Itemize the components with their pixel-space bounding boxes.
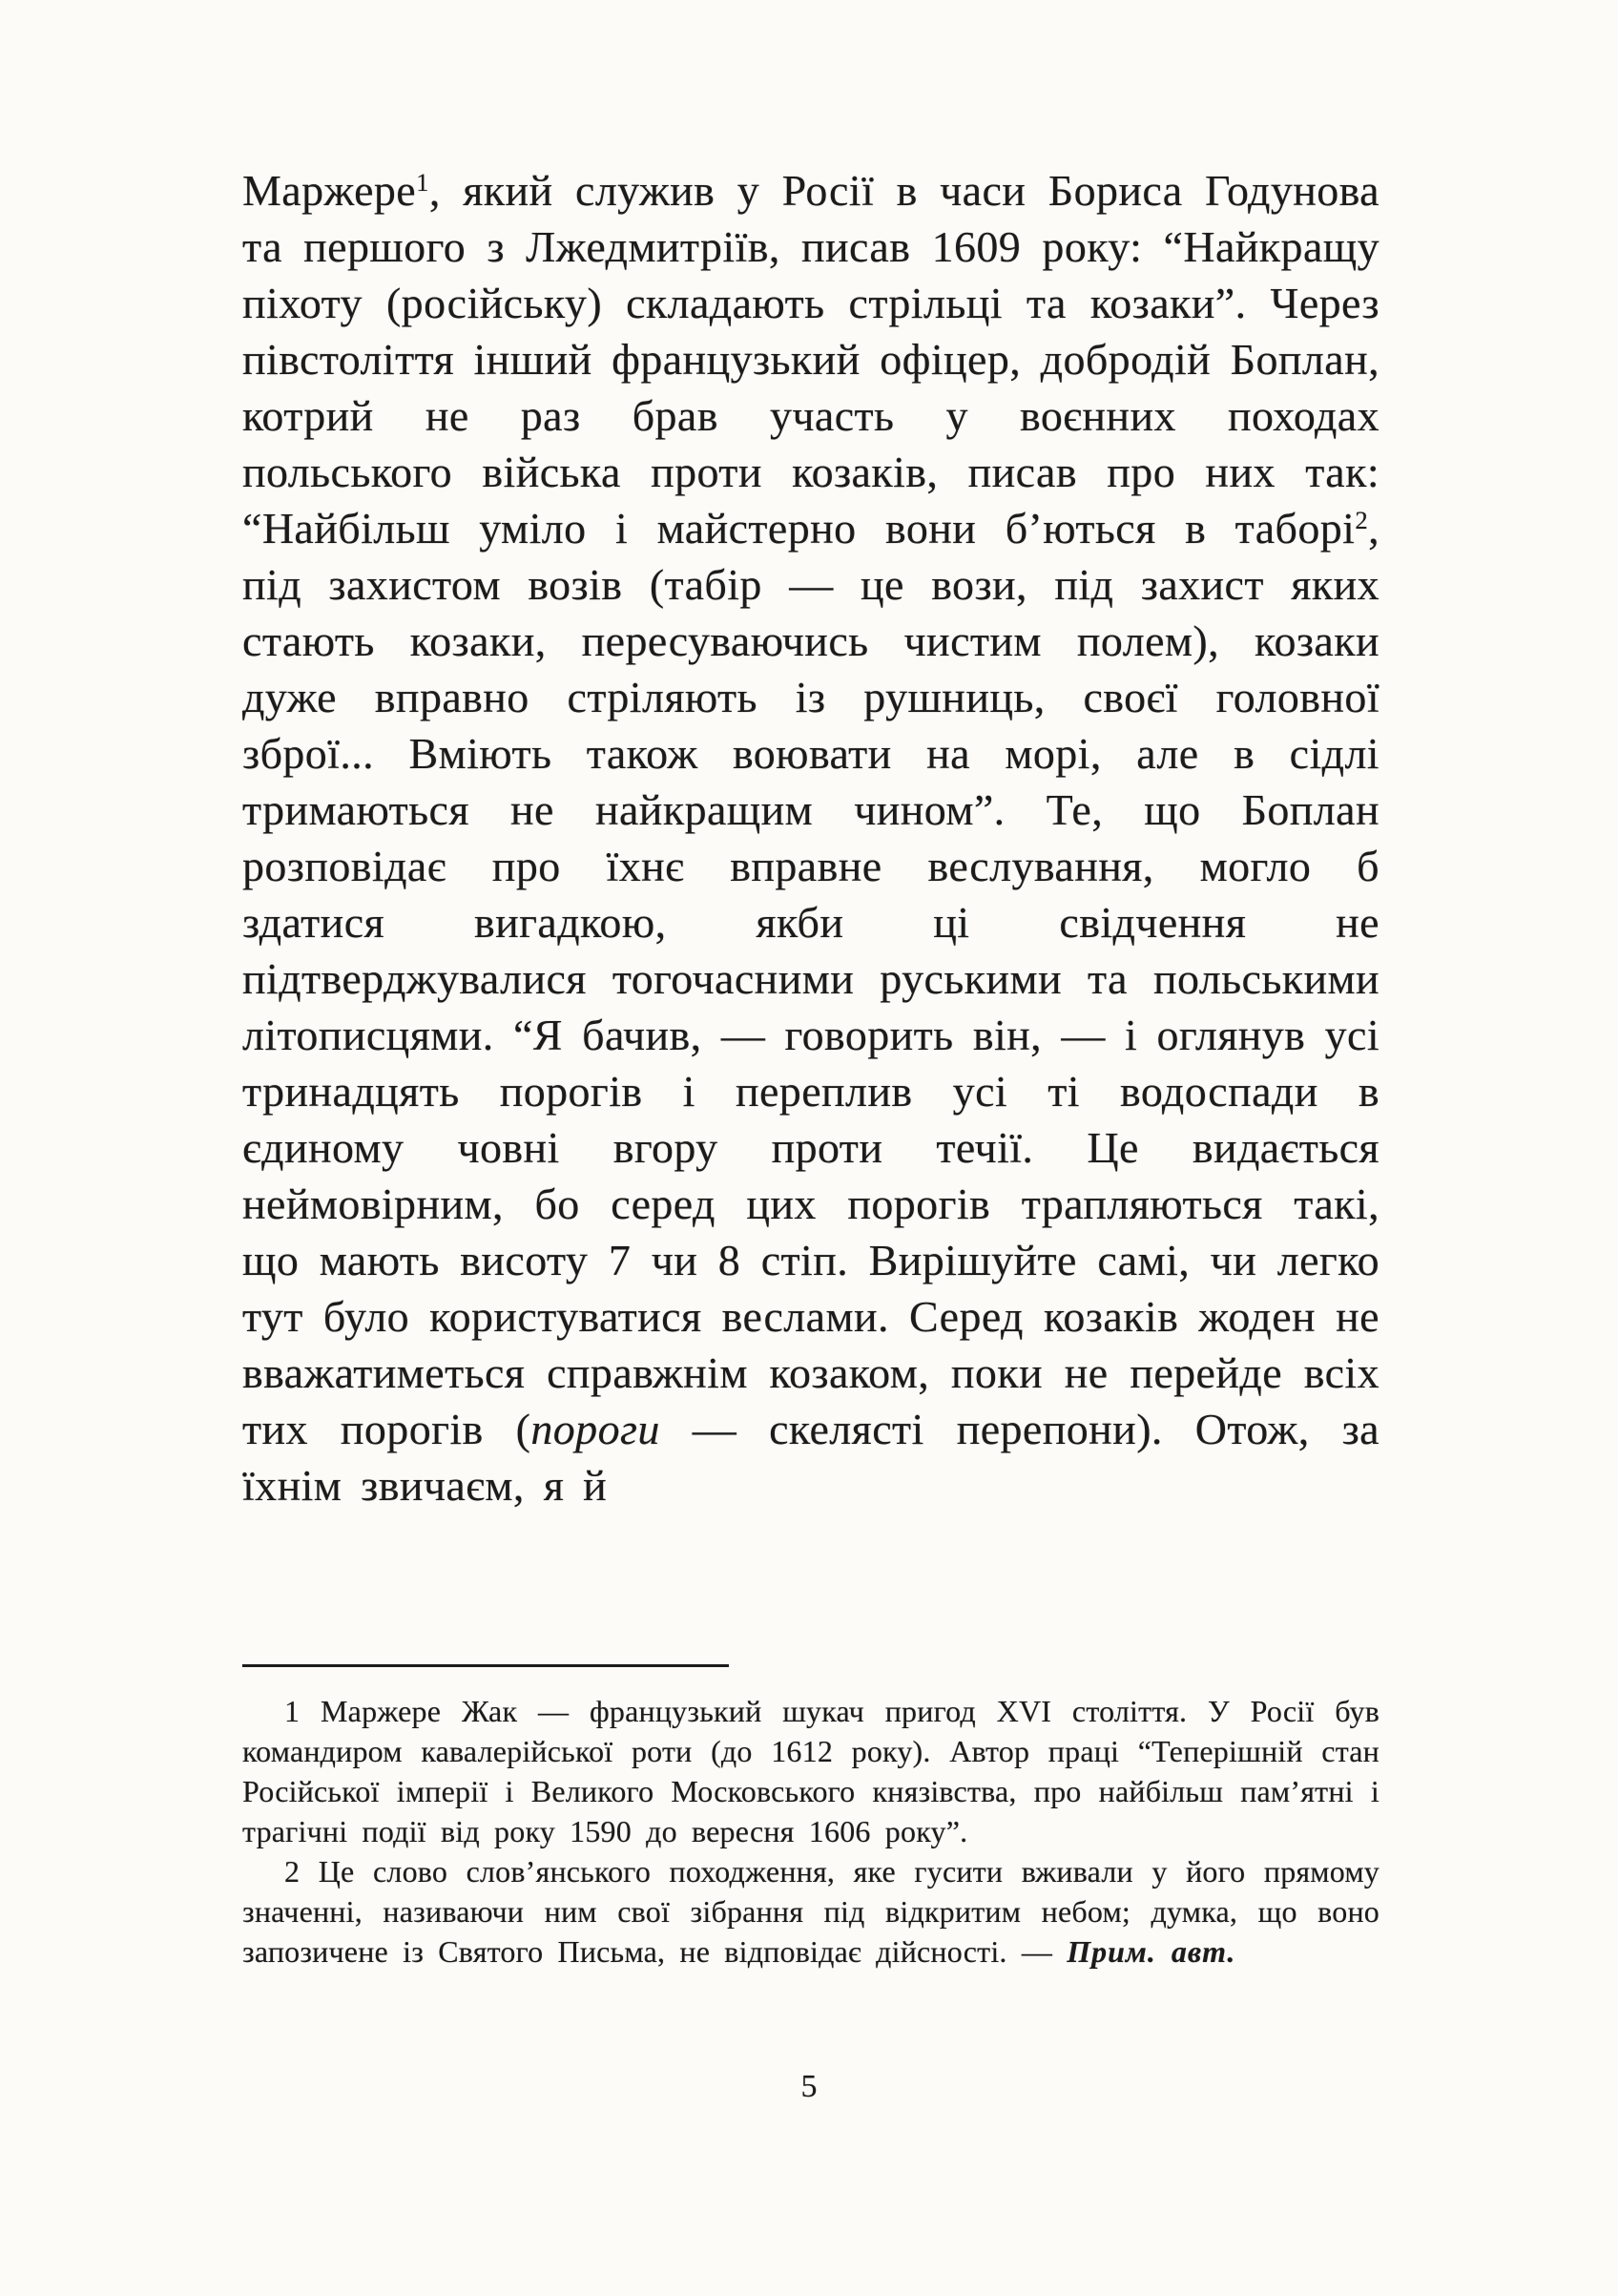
body-text-segment: — скелясті перепони). Отож, за їхнім звичаєм, я й: [242, 1405, 1379, 1510]
footnote-2-author-note: Прим. авт.: [1067, 1934, 1236, 1969]
footnote-1-marker: 1: [284, 1694, 301, 1728]
footnote-2-text: Це слово слов’янського походження, яке гусити вживали у його прямому значенні, називаючи ним свої зібрання під відкритим небом; думка, що воно запозичене із Святого Письма, не відповідає дійсності. —: [242, 1854, 1379, 1969]
body-text-segment: , під захистом возів (табір — це вози, під захист яких стають козаки, пересуваючись чистим полем), козаки дуже вправно стріляють із рушниць, своєї головної зброї... Вміють також воювати на морі, але в сідлі тримаються не найкращим чином”. Те, що Боплан розповідає про їхнє вправне веслування, могло б здатися вигадкою, якби ці свідчення не підтверджувалися тогочасними руськими та польськими літописцями. “Я бачив, — говорить він, — і оглянув усі тринадцять порогів і переплив усі ті водоспади в єдиному човні вгору проти течії. Це видається неймовірним, бо серед цих порогів трапляються такі, що мають висоту 7 чи 8 стіп. Вирішуйте самі, чи легко тут було користуватися веслами. Серед козаків жоден не вважатиметься справжнім козаком, поки не перейде всіх тих порогів (: [242, 504, 1379, 1453]
body-text-segment: Маржере: [242, 166, 417, 215]
body-text-italic-term: пороги: [530, 1405, 660, 1453]
footnotes-block: [242, 1691, 1379, 1972]
page-number: 5: [800, 2069, 818, 2104]
footnote-ref-2: 2: [1355, 506, 1369, 535]
footnote-separator-rule: [242, 1664, 729, 1667]
footnote-ref-1: 1: [416, 168, 429, 198]
footnote-1-text: Маржере Жак — французький шукач пригод XVI століття. У Росії був командиром кавалерійської роти (до 1612 року). Автор праці “Теперішній стан Російської імперії і Великого Московського князівства, про найбільш пам’ятні і трагічні події від року 1590 до вересня 1606 року”.: [242, 1694, 1379, 1848]
footnote-2: [242, 1851, 1379, 1972]
main-text-block: [242, 162, 1379, 1513]
body-text-segment: , який служив у Росії в часи Бориса Годунова та першого з Лжедмитріїв, писав 1609 року: “Найкращу піхоту (російську) складають стрільці та козаки”. Через півстоліття інший французький офіцер, добродій Боплан, котрий не раз брав участь у воєнних походах польського війська проти козаків, писав про них так: “Найбільш уміло і майстерно вони б’ються в таборі: [242, 166, 1379, 553]
footnote-1: [242, 1691, 1379, 1851]
footnote-2-marker: 2: [284, 1854, 301, 1889]
